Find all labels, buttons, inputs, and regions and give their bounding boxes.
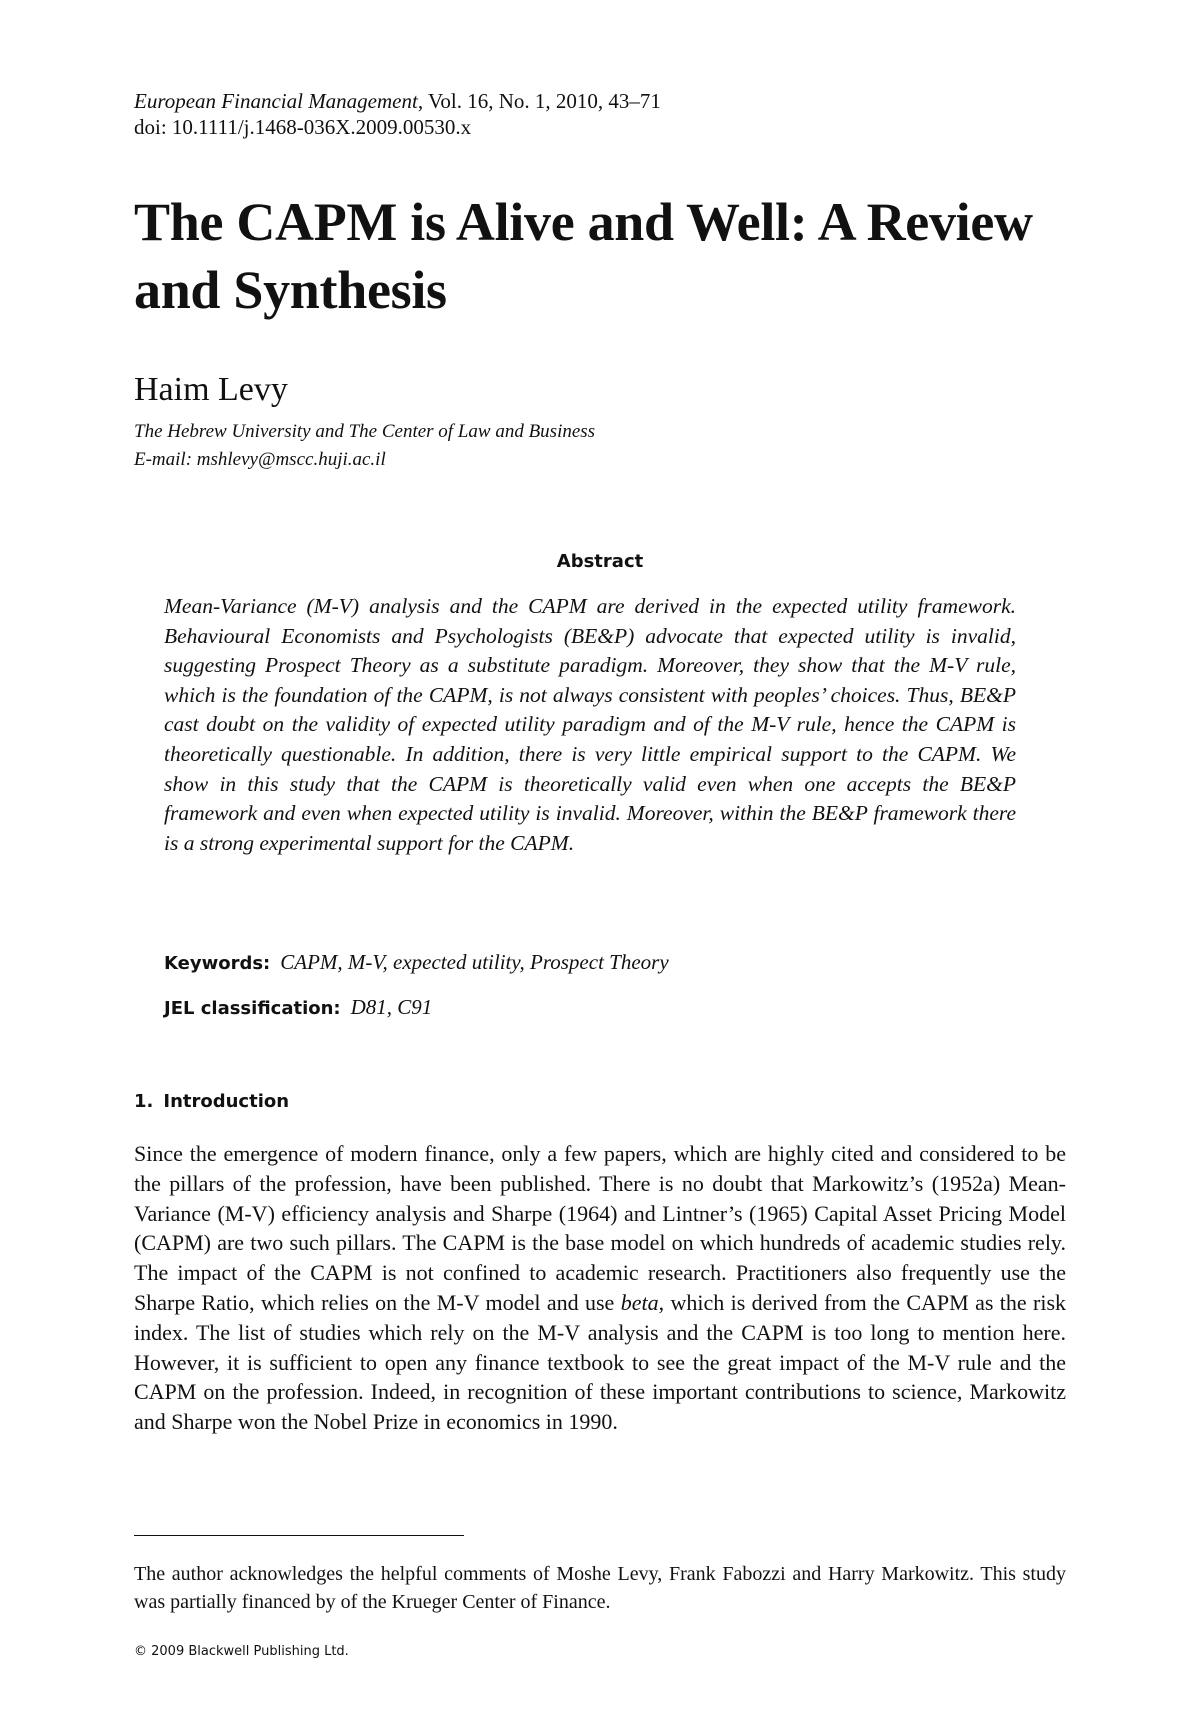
jel-value: D81, C91 [350,995,433,1019]
section-title: Introduction [163,1091,290,1112]
footnote: The author acknowledges the helpful comments of Moshe Levy, Frank Fabozzi and Harry Markowitz. This study was partially financed by of the Krueger Center of Finance. [134,1563,1066,1613]
author-email: E-mail: mshlevy@mscc.huji.ac.il [134,449,386,470]
abstract-heading: Abstract [556,551,644,572]
keywords-label: Keywords: [164,953,271,974]
intro-text-part1: Since the emergence of modern finance, only a few papers, which are highly cited and considered to be the pillars of the profession, have been published. There is no doubt that Markowitz’s (1952a) Mean-Variance (M-V) efficiency analysis and Sharpe (1964) and Lintner’s (1965) Capital Asset Pricing Model (CAPM) are two such pillars. The CAPM is the base model on which hundreds of academic studies rely. The impact of the CAPM is not confined to academic research. Practitioners also frequently use the Sharpe Ratio, which relies on the M-V model and use [134,1141,1066,1315]
section-heading-introduction [134,1090,289,1114]
author-affiliation-block [134,418,595,474]
jel-classification [164,993,432,1023]
section-number: 1. [134,1091,154,1112]
keywords [164,948,669,978]
intro-text-part2: , which is derived from the CAPM as the risk index. The list of studies which rely on the M-V analysis and the CAPM is too long to mention here. However, it is sufficient to open any finance textbook to see the great impact of the M-V rule and the CAPM on the profession. Indeed, in recognition of these important contributions to science, Markowitz and Sharpe won the Nobel Prize in economics in 1990. [134,1289,1067,1435]
volume-info: , Vol. 16, No. 1, 2010, 43–71 [417,89,661,113]
jel-label: JEL classification: [164,998,341,1019]
introduction-paragraph [134,1139,1066,1437]
journal-header [134,88,661,140]
copyright-notice: © 2009 Blackwell Publishing Ltd. [134,1644,349,1659]
journal-name: European Financial Management [134,89,418,113]
footnote-divider [134,1535,464,1536]
affiliation: The Hebrew University and The Center of Law and Business [134,421,596,442]
keywords-value: CAPM, M-V, expected utility, Prospect Theory [280,950,669,974]
intro-emphasis-beta: beta [620,1289,659,1315]
abstract-text: Mean-Variance (M-V) analysis and the CAPM are derived in the expected utility framework. Behavioural Economists and Psychologists (BE&P) advocate that expected utility is invalid, suggesting Prospect Theory as a substitute paradigm. Moreover, they show that the M-V rule, which is the foundation of the CAPM, is not always consistent with peoples’ choices. Thus, BE&P cast doubt on the validity of expected utility paradigm and of the M-V rule, hence the CAPM is theoretically questionable. In addition, there is very little empirical support to the CAPM. We show in this study that the CAPM is theoretically valid even when one accepts the BE&P framework and even when expected utility is invalid. Moreover, within the BE&P framework there is a strong experimental support for the CAPM. [164,594,1016,855]
paper-title: The CAPM is Alive and Well: A Review and Synthesis [134,192,1033,320]
citation-line [134,88,661,114]
author-name: Haim Levy [134,371,288,408]
doi: doi: 10.1111/j.1468-036X.2009.00530.x [134,115,472,139]
